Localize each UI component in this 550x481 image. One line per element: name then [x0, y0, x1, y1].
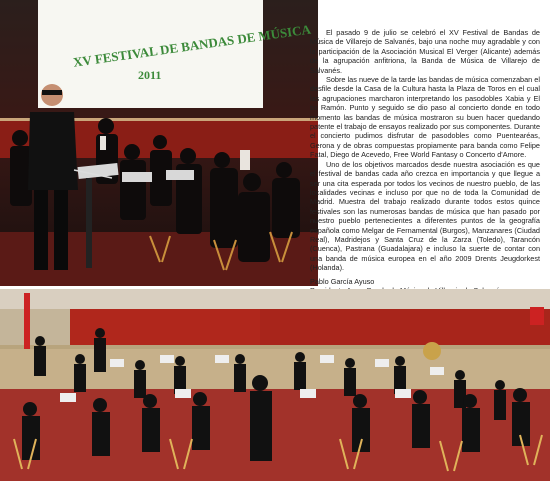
article-paragraph-2: Sobre las nueve de la tarde las bandas de música comenzaban el desfile desde la Casa de la Cultura hasta la Plaza de Toros en el cual las agrupaciones marcharon interpretando los pasodobles Xabia y El tio Ramón. Punto y seguido se dio paso al concierto donde en todo momento las bandas de música mostraron su buen hacer quedando patente el trabajo de ensayos realizado por sus componentes. Durante el concierto pudimos disfrutar de pasodobles como Puentearéas, Gerona y de obras compuestas propiamente para banda como Felipe Fatal, Diego de Acevedo, Free World Fantasy o Concerto d'Amore. — [310, 75, 540, 160]
top-photo-band-conductor — [0, 0, 318, 286]
article-paragraph-1: El pasado 9 de julio se celebró el XV Festival de Bandas de Música de Villarejo de Salvanés, bajo una noche muy agradable y con la participación de la Asociación Musical El Verger (Alicante) además de la agrupación anfitriona, la Banda de Música de Villarejo de Salvanés. — [310, 28, 540, 75]
bottom-photo-full-band — [0, 289, 550, 481]
banner-year: 2011 — [138, 68, 162, 82]
banner-title: XV FESTIVAL DE BANDAS DE MÚSICA — [72, 21, 312, 70]
article-paragraph-3: Uno de los objetivos marcados desde nuestra asociación es que el festival de bandas cada año crezca en importancia y que llegue a ser una cita esperada por todos los vecinos de nuestro pueblo, de las localidades vecinas e incluso por que no de toda la Comunidad de Madrid. Muestra del trabajo realizado durante todos estos quince festivales son las numerosas bandas de música que han pasado por nuestro pueblo pertenecientes a diferentes puntos de la geografía española como Melgar de Fernamental (Burgos), Manzanares (Ciudad Real), Madridejos y Santa Cruz de la Zarza (Toledo), Tarancón (Cuenca), Pastrana (Guadalajara) e incluso la suerte de contar con una banda de música europea en el año 2009 Drents Jeugdorkest (Holanda). — [310, 159, 540, 273]
signature-name: Pablo García Ayuso — [310, 276, 375, 286]
article-body — [310, 28, 540, 295]
